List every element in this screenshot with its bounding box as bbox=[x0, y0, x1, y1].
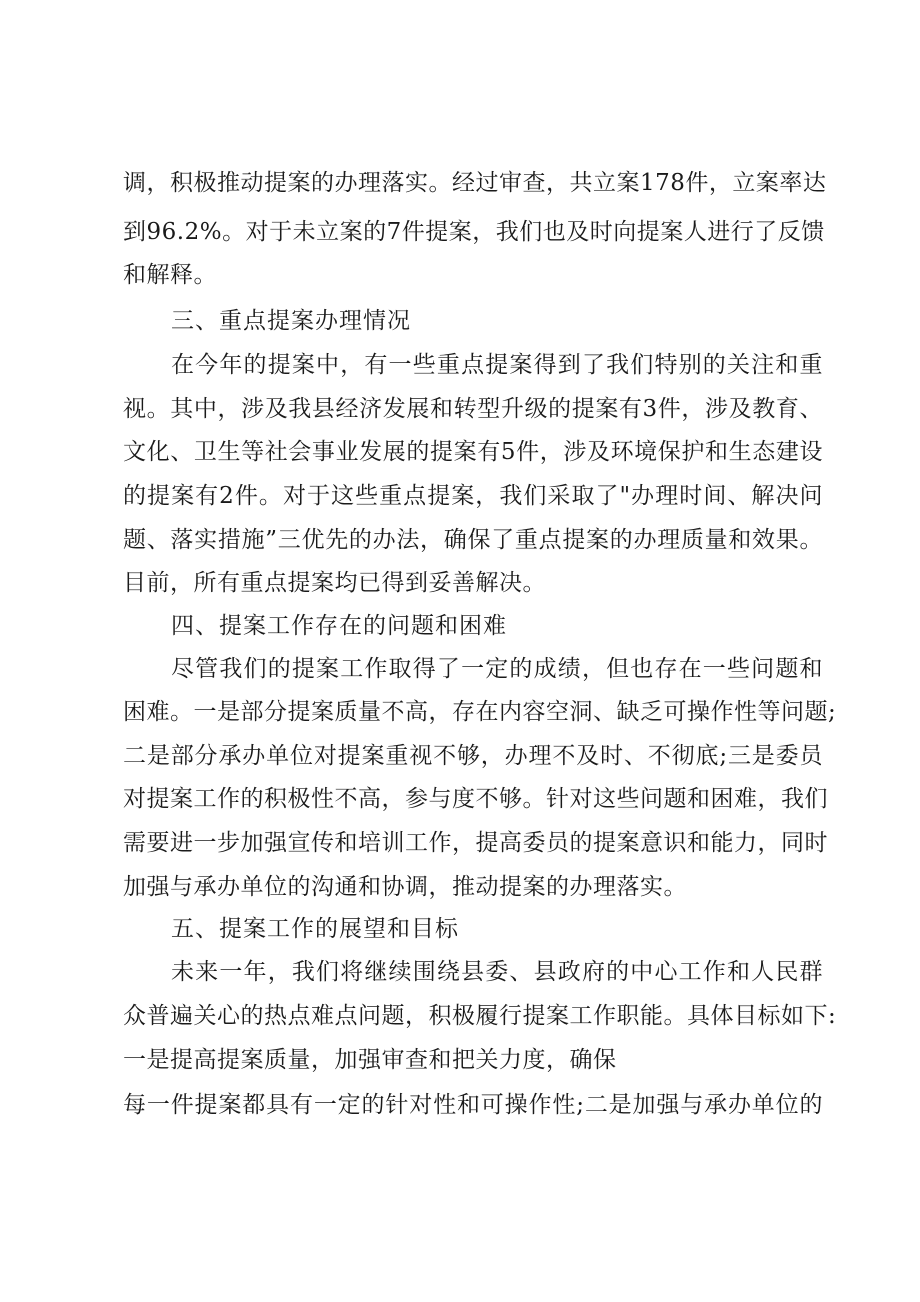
paragraph-line: 题、落实措施”三优先的办法，确保了重点提案的办理质量和效果。 bbox=[123, 527, 823, 553]
paragraph-line: 众普遍关心的热点难点问题，积极履行提案工作职能。具体目标如下: bbox=[123, 1003, 837, 1029]
paragraph-line: 一是提高提案质量，加强审查和把关力度，确保 bbox=[123, 1047, 617, 1073]
paragraph-line: 每一件提案都具有一定的针对性和可操作性;二是加强与承办单位的 bbox=[123, 1092, 823, 1118]
paragraph-line: 尽管我们的提案工作取得了一定的成绩，但也存在一些问题和 bbox=[171, 656, 823, 682]
paragraph-line: 的提案有2件。对于这些重点提案，我们采取了"办理时间、解决问 bbox=[123, 483, 823, 509]
paragraph-line: 到96.2%。对于未立案的7件提案，我们也及时向提案人进行了反馈 bbox=[123, 219, 825, 245]
paragraph-line: 文化、卫生等社会事业发展的提案有5件，涉及环境保护和生态建设 bbox=[123, 439, 823, 465]
section-heading-3: 三、重点提案办理情况 bbox=[171, 308, 411, 334]
paragraph-line: 目前，所有重点提案均已得到妥善解决。 bbox=[123, 570, 546, 596]
paragraph-line: 困难。一是部分提案质量不高，存在内容空洞、缺乏可操作性等问题; bbox=[123, 699, 837, 725]
section-heading-4: 四、提案工作存在的问题和困难 bbox=[171, 613, 507, 639]
paragraph-line: 对提案工作的积极性不高，参与度不够。针对这些问题和困难，我们 bbox=[123, 786, 828, 812]
section-heading-5: 五、提案工作的展望和目标 bbox=[171, 916, 459, 942]
paragraph-line: 需要进一步加强宣传和培训工作，提高委员的提案意识和能力，同时 bbox=[123, 830, 828, 856]
paragraph-line: 二是部分承办单位对提案重视不够，办理不及时、不彻底;三是委员 bbox=[123, 743, 823, 769]
paragraph-line: 加强与承办单位的沟通和协调，推动提案的办理落实。 bbox=[123, 874, 687, 900]
paragraph-line: 未来一年，我们将继续围绕县委、县政府的中心工作和人民群 bbox=[171, 959, 823, 985]
paragraph-line: 和解释。 bbox=[123, 262, 217, 288]
paragraph-line: 调，积极推动提案的办理落实。经过审查，共立案178件，立案率达 bbox=[123, 170, 827, 196]
paragraph-line: 视。其中，涉及我县经济发展和转型升级的提案有3件，涉及教育、 bbox=[123, 396, 823, 422]
paragraph-line: 在今年的提案中，有一些重点提案得到了我们特别的关注和重 bbox=[171, 352, 823, 378]
